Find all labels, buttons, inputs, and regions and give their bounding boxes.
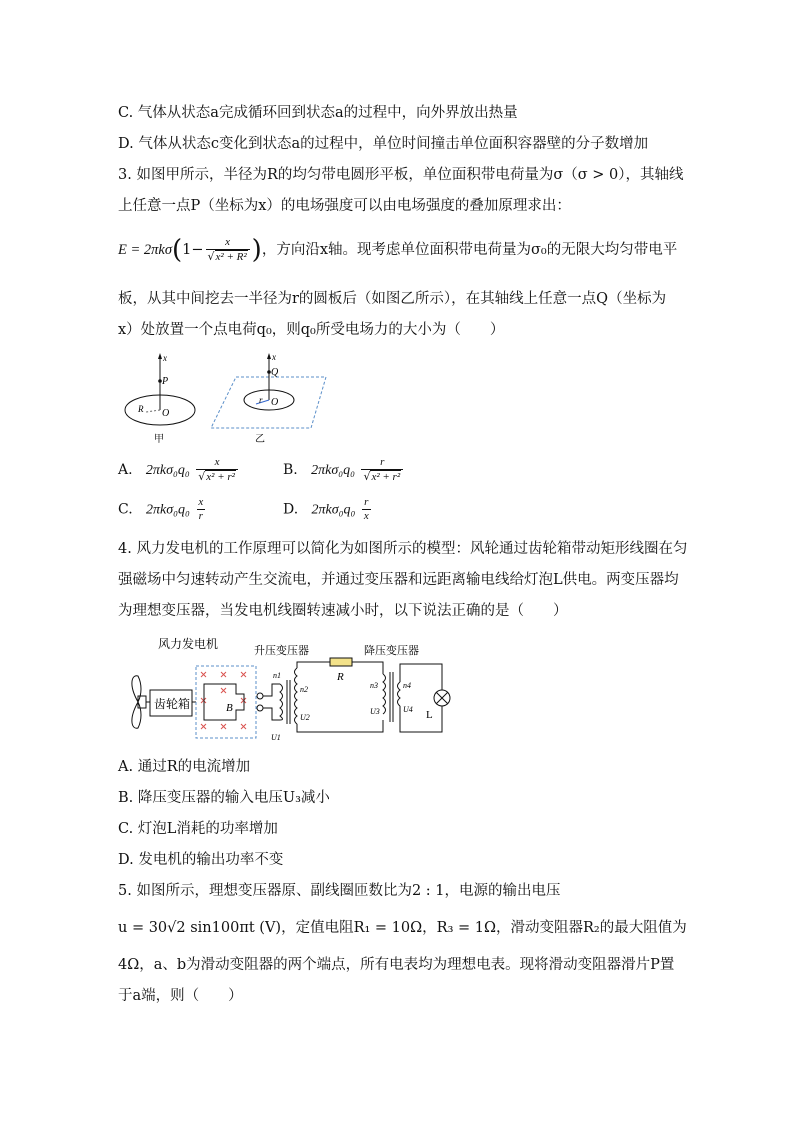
u1-label: U1 [271,733,281,742]
jia-caption: 甲 [154,434,164,445]
q3-formula-prefix: E = 2πkσ [118,242,172,258]
q3-formula-one: 1− [182,242,204,258]
yi-axis-label: x [272,352,276,362]
q3-stem-line4: 板，从其中间挖去一半径为r的圆板后（如图乙所示），在其轴线上任意一点Q（坐标为 [118,291,667,307]
q5-stem-line2: u = 30√2 sin100πt (V)，定值电阻R₁ = 10Ω，R₃ = 1Ω，滑动变阻器R₂的最大阻值为 [118,920,687,936]
q4-stem-line3: 为理想变压器，当发电机线圈转速减小时，以下说法正确的是（ ） [118,603,568,619]
u3-label: U3 [370,707,380,716]
q3-option-b: B. 2πkσ₀q₀ $\frac{r}{\text{√x² + r²}}$ [283,456,405,484]
jia-point-label: P [162,376,169,387]
resistor-label: R [337,671,344,683]
gearbox-label: 齿轮箱 [154,697,191,711]
n4-label: n4 [403,681,411,690]
wind-turbine-icon [132,676,146,729]
q4-stem-line1: 4. 风力发电机的工作原理可以简化为如图所示的模型：风轮通过齿轮箱带动矩形线圈在匀 [118,541,688,557]
q2-option-c: C. 气体从状态a完成循环回到状态a的过程中，向外界放出热量 [118,105,518,121]
u2-label: U2 [300,713,310,722]
resistor-r [330,658,352,666]
lamp-label: L [426,709,433,721]
q3-option-a: A. 2πkσ₀q₀ $\frac{x}{\text{√x² + r²}}$ [118,456,240,484]
figure-jia [125,353,195,445]
n2-label: n2 [300,685,308,694]
yi-point-label: Q [271,367,279,378]
q3-figure [118,350,338,450]
q5-stem-line1: 5. 如图所示，理想变压器原、副线圈匝数比为2 : 1，电源的输出电压 [118,883,561,899]
step-down-label: 降压变压器 [364,644,419,657]
q3-stem-line3: ，方向沿x轴。现考虑单位面积带电荷量为σ₀的无限大均匀带电平 [261,242,678,258]
jia-radius-label: R [138,404,144,414]
yi-radius-label: r [259,395,263,405]
q4-option-a: A. 通过R的电流增加 [118,759,251,775]
q4-option-c: C. 灯泡L消耗的功率增加 [118,821,278,837]
q4-option-d: D. 发电机的输出功率不变 [118,852,284,868]
lamp-icon [434,690,450,706]
q3-option-c: C. 2πkσ₀q₀ $\frac{x}{r}$ [118,496,204,522]
jia-center-label: O [162,408,170,419]
field-label: B [226,702,233,714]
q3-formula-den: x² + R² [215,251,247,263]
n1-label: n1 [273,671,281,680]
q4-option-b: B. 降压变压器的输入电压U₃减小 [118,790,330,806]
q3-stem-line1: 3. 如图甲所示，半径为R的均匀带电圆形平板，单位面积带电荷量为σ（σ > 0），其轴线 [118,167,684,183]
q3-formula-line: E = 2πkσ(1− $\frac{x}{\text{√x² + R²}}$ )，方向沿x轴。现考虑单位面积带电荷量为σ₀的无限大均匀带电平 [118,235,678,265]
q5-stem-line3: 4Ω，a、b为滑动变阻器的两个端点，所有电表均为理想电表。现将滑动变阻器滑片P置 [118,957,675,973]
u4-label: U4 [403,705,413,714]
q5-stem-line4: 于a端，则（ ） [118,988,243,1004]
n3-label: n3 [370,681,378,690]
q3-formula-num: x [225,236,231,248]
q3-stem-line2: 上任意一点P（坐标为x）的电场强度可以由电场强度的叠加原理求出： [118,198,571,214]
q3-stem-line5: x）处放置一个点电荷q₀，则q₀所受电场力的大小为（ ） [118,322,505,338]
q4-stem-line2: 强磁场中匀速转动产生交流电，并通过变压器和远距离输电线给灯泡L供电。两变压器均 [118,572,679,588]
q2-option-d: D. 气体从状态c变化到状态a的过程中，单位时间撞击单位面积容器壁的分子数增加 [118,136,649,152]
q3-option-d: D. 2πkσ₀q₀ $\frac{r}{x}$ [283,496,369,522]
q4-circuit-figure [124,632,469,744]
step-up-label: 升压变压器 [254,644,309,657]
jia-axis-label: x [163,353,167,363]
generator-label: 风力发电机 [158,637,219,651]
yi-caption: 乙 [255,434,265,445]
yi-center-label: O [271,397,279,408]
figure-yi [211,352,326,445]
